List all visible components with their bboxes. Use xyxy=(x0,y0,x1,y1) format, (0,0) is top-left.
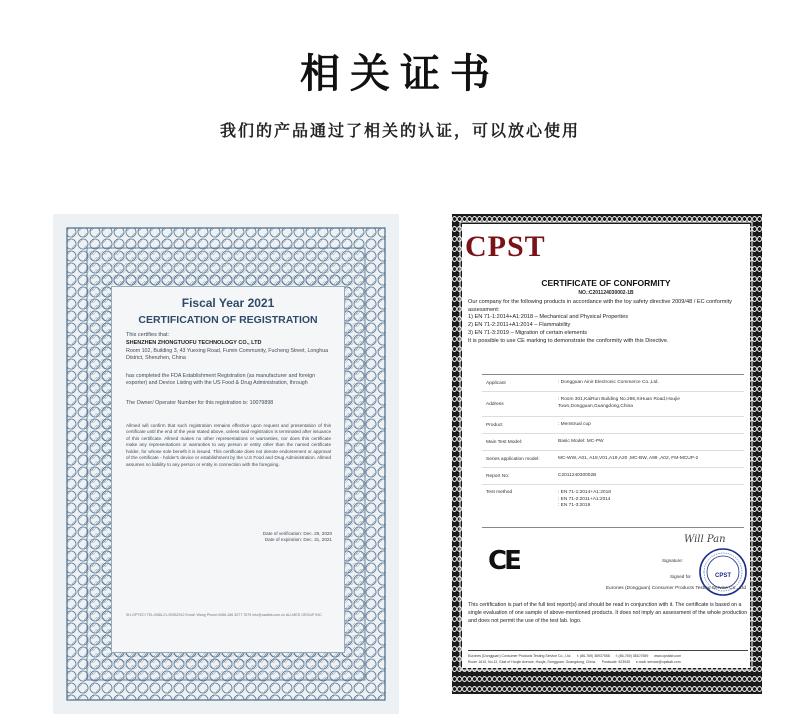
intro-line: 2) EN 71-2:2011+A1:2014 – Flammability xyxy=(468,322,571,329)
table-row xyxy=(482,485,744,527)
intro-line: 1) EN 71-1:2014+A1:2018 – Mechanical and Physical Properties xyxy=(468,314,628,321)
row-label: Main Test Model: xyxy=(486,439,523,445)
row-label: Report No: xyxy=(486,473,510,479)
row-value: : Menstrual cup xyxy=(558,421,591,427)
certificate-title: CERTIFICATE OF CONFORMITY xyxy=(541,278,671,288)
handwritten-signature: Will Pan xyxy=(684,534,726,545)
page-subtitle: 我们的产品通过了相关的认证，可以放心使用 xyxy=(219,121,580,140)
row-value: : Room 301,KaiRun Building No.286,XiHuan Road,Houjie Town,Dongguan,Guangdong,China xyxy=(558,397,680,409)
cpst-conformity-certificate xyxy=(452,214,762,694)
product-details-table xyxy=(482,374,744,528)
row-value: : Dongguan Ainir Electronic Commerce Co.,Ltd. xyxy=(558,379,659,385)
certificate-number: NO.:C201124030002-1B xyxy=(578,290,634,296)
certifies-text: This certifies that: xyxy=(126,332,170,338)
company-name: SHENZHEN ZHONGTUOFU TECHNOLOGY CO., LTD xyxy=(126,340,262,346)
table-row xyxy=(482,392,744,417)
issuer-name: Eurones (Dongguan) Consumer Products Testing Service Co., Ltd xyxy=(605,586,746,591)
fda-registration-certificate xyxy=(53,214,399,714)
signature-label: Signature: xyxy=(662,558,683,563)
cpst-logo: CPST xyxy=(465,230,546,263)
certificate-body xyxy=(462,224,750,668)
table-row xyxy=(482,451,744,468)
page-title: 相关证书 xyxy=(300,51,500,97)
row-label: Test method xyxy=(486,490,513,495)
row-label: Product xyxy=(486,422,503,428)
certificate-title: CERTIFICATION OF REGISTRATION xyxy=(138,314,318,326)
date-verification: Date of verification: Dec. 29, 2020 xyxy=(262,531,332,536)
row-value: C201124030002B xyxy=(558,472,597,478)
company-address: Room 102, Building 3, 43 Yuexing Road, Fumin Community, Fucheng Street, Longhua District, Shenzhen, China xyxy=(126,348,329,362)
footer-line: Room 1610, No.12, East of Houjie Avenue, Houjie, Dongguan, Guangdong, China. Postcode: 523945 e-mail: service@cpstlab.com xyxy=(468,660,681,665)
certificate-body xyxy=(111,286,345,653)
footer-line: Eurones (Dongguan) Consumer Products Testing Service Co., Ltd. t: (86-769) 38937558 f: (86-769) 38107559 www.cpstlab.com xyxy=(468,654,682,658)
row-label: Address xyxy=(486,401,504,407)
certificate-footer xyxy=(468,650,748,666)
table-row xyxy=(482,434,744,451)
fiscal-year: Fiscal Year 2021 xyxy=(181,296,275,310)
row-value: Basic Model: MC-PW xyxy=(558,438,604,444)
signed-for-label: Signed for xyxy=(670,574,691,579)
date-expiration: Date of expiration: Dec. 31, 2021 xyxy=(264,537,332,543)
row-label: Series application model: xyxy=(486,456,540,462)
fda-statement: has completed the FDA Establishment Registration (as manufacturer and foreign exporter) and Device Listing with the US Food & Drug Administration, through xyxy=(126,373,316,387)
intro-line: Our company for the following products in accordance with the toy safety directive 2009/48 / EC conformity assessment: xyxy=(468,299,732,313)
certificate-dates xyxy=(222,531,332,543)
row-value: MC-WW, A01, A18,V01,A19,A20 ,MC-BW, A99 ,A02, FM-MCUP-2 xyxy=(558,455,699,461)
intro-line: 3) EN 71-3:2019 – Migration of certain elements xyxy=(468,329,588,336)
row-label: Applicant xyxy=(486,380,506,386)
terms-paragraph: Allmed will confirm that such registration remains effective upon request and presentation of this certificate until the end of the year stated above, unless said registration is terminated after issuance of this certificate. Allmed makes no other representations or warranties, nor does this certificate make any representations or warranties to any person or entity other than the named certificate holder, for whose sole benefit it is issued. This certificate does not denote endorsement or approval of the certificate - holder's device or establishment by the U.S Food and Drug Administration. Allmed assumes no liability to any person or entity in connection with the foregoing. xyxy=(126,423,331,467)
certificate-footer: SH-OPTECI TEL:0086-21-59352912 Email: Wang Phone:0086-186 3077 7679 info@usafda.com.cn ALLMED GROUP INC. xyxy=(126,613,323,617)
conformity-statement xyxy=(468,299,748,345)
ce-mark-icon: CE xyxy=(488,546,519,576)
row-value: : EN 71-1:2014+A1:2018 : EN 71-2:2011+A1:2014 : EN 71-3:2019 xyxy=(558,490,611,509)
table-row xyxy=(482,468,744,485)
certification-notice: This certification is part of the full test report(s) and should be read in conjunction with it. The certificate is based on a single evaluation of one sample of above-mentioned products. It does not imply an assessment of the whole production and does not permit the use of the test lab. logo. xyxy=(468,602,748,624)
intro-line: It is possible to use CE marking to demonstrate the conformity with this Directive. xyxy=(468,337,669,344)
table-row xyxy=(482,417,744,434)
table-row xyxy=(482,375,744,392)
stamp-label: CPST xyxy=(715,573,732,579)
owner-number: The Owner/ Operator Number for this registration is: 10079898 xyxy=(126,400,274,406)
